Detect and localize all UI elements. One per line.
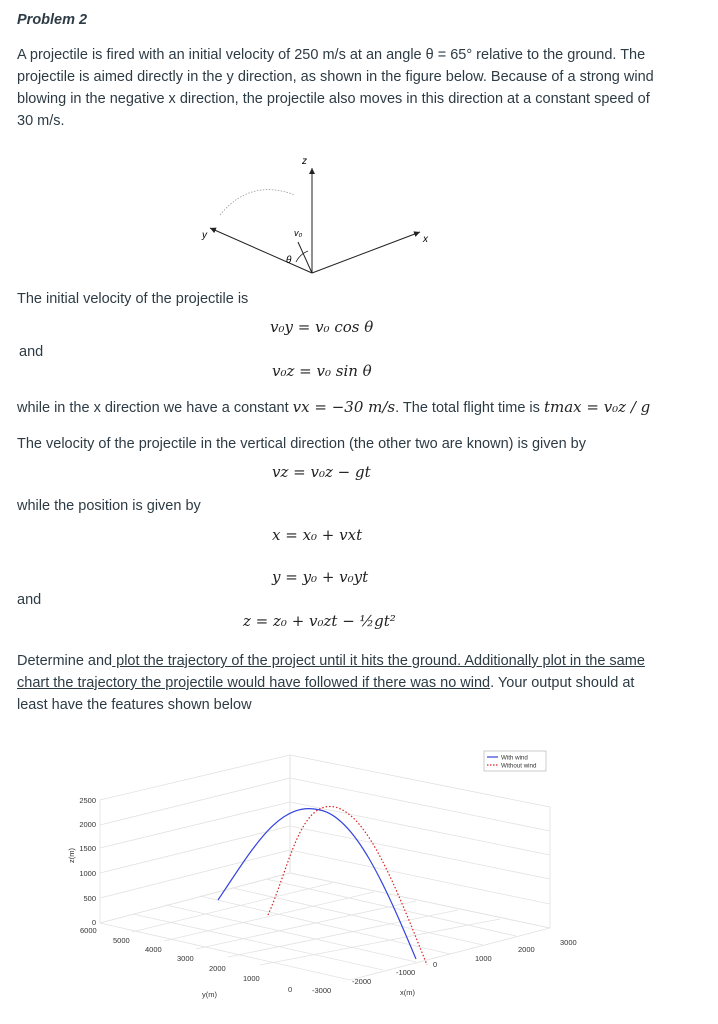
task-paragraph bbox=[17, 650, 657, 716]
eq-vx: vx = −30 m/s bbox=[292, 398, 396, 416]
eq-z: z = z₀ + v₀zt − ½gt² bbox=[243, 612, 396, 630]
velocity-intro: The initial velocity of the projectile is bbox=[17, 291, 249, 307]
x-tick-label: -2000 bbox=[352, 977, 372, 986]
eq-v0z: v₀z = v₀ sin θ bbox=[272, 362, 372, 380]
x-axis-title: x(m) bbox=[400, 988, 415, 997]
x-direction-line bbox=[17, 396, 650, 419]
y-tick-label: 2000 bbox=[209, 964, 226, 973]
series-without-wind-line bbox=[268, 806, 427, 965]
z-tick-label: 500 bbox=[83, 894, 96, 903]
y-tick-label: 0 bbox=[288, 985, 293, 994]
trajectory-chart bbox=[50, 745, 600, 1010]
z-tick-label: 0 bbox=[91, 918, 96, 927]
x-tick-label: 1000 bbox=[475, 954, 492, 963]
eq-x: x = x₀ + vxt bbox=[272, 526, 363, 544]
and-label-2: and bbox=[17, 592, 42, 608]
theta-label: θ bbox=[286, 255, 292, 266]
y-tick-label: 3000 bbox=[177, 954, 194, 963]
eq-v0y: v₀y = v₀ cos θ bbox=[270, 318, 374, 336]
y-tick-label: 6000 bbox=[80, 926, 97, 935]
v0-vector bbox=[298, 242, 312, 273]
z-tick-label: 1500 bbox=[79, 844, 96, 853]
v0-label: v₀ bbox=[294, 228, 303, 238]
task-text-3: . Your output should at least have the features shown below bbox=[17, 675, 635, 713]
trajectory-sketch bbox=[220, 190, 295, 215]
legend-label-with-wind: With wind bbox=[501, 754, 528, 762]
y-tick-label: 5000 bbox=[113, 936, 130, 945]
z-axis-title: z(m) bbox=[67, 848, 76, 863]
x-label: x bbox=[423, 234, 428, 245]
x-tick-label: 0 bbox=[433, 960, 438, 969]
problem-title: Problem 2 bbox=[17, 12, 88, 28]
coordinate-figure bbox=[190, 150, 450, 280]
x-direction-text-2: . The total flight time is bbox=[395, 400, 540, 416]
eq-vz: vz = v₀z − gt bbox=[272, 463, 371, 481]
eq-tmax: tmax = v₀z / g bbox=[543, 398, 651, 416]
z-tick-label: 2500 bbox=[79, 796, 96, 805]
intro-paragraph: A projectile is fired with an initial velocity of 250 m/s at an angle θ = 65° relative to the ground. The projectile is aimed directly in the y direction, as shown in the figure below. Because of a strong wind blowing in the negative x direction, the projectile also moves in this direction at a constant speed of 30 m/s. bbox=[17, 47, 654, 129]
x-direction-text-1: while in the x direction we have a constant bbox=[17, 400, 289, 416]
y-label: y bbox=[202, 230, 207, 241]
y-tick-label: 4000 bbox=[145, 945, 162, 954]
z-label: z bbox=[302, 156, 307, 167]
z-tick-label: 1000 bbox=[79, 869, 96, 878]
task-text-underlined: plot the trajectory of the project until it hits the ground. Additionally plot in the same chart the trajectory the projectile would have followed if there was no wind bbox=[17, 653, 645, 691]
vertical-text: The velocity of the projectile in the vertical direction (the other two are known) is given by bbox=[17, 436, 586, 452]
y-tick-label: 1000 bbox=[243, 974, 260, 983]
x-axis bbox=[312, 232, 420, 273]
task-text-1: Determine and bbox=[17, 653, 113, 669]
x-tick-label: 2000 bbox=[518, 945, 535, 954]
x-tick-label: -3000 bbox=[312, 986, 332, 995]
legend-label-without-wind: Without wind bbox=[501, 762, 537, 770]
and-label-1: and bbox=[19, 344, 44, 360]
position-text: while the position is given by bbox=[17, 498, 201, 514]
x-tick-label: 3000 bbox=[560, 938, 577, 947]
y-axis-title: y(m) bbox=[202, 990, 217, 999]
eq-y: y = y₀ + v₀yt bbox=[272, 568, 369, 586]
chart-grid bbox=[100, 755, 550, 980]
x-tick-label: -1000 bbox=[396, 968, 416, 977]
chart-legend bbox=[484, 751, 546, 771]
z-tick-label: 2000 bbox=[79, 820, 96, 829]
